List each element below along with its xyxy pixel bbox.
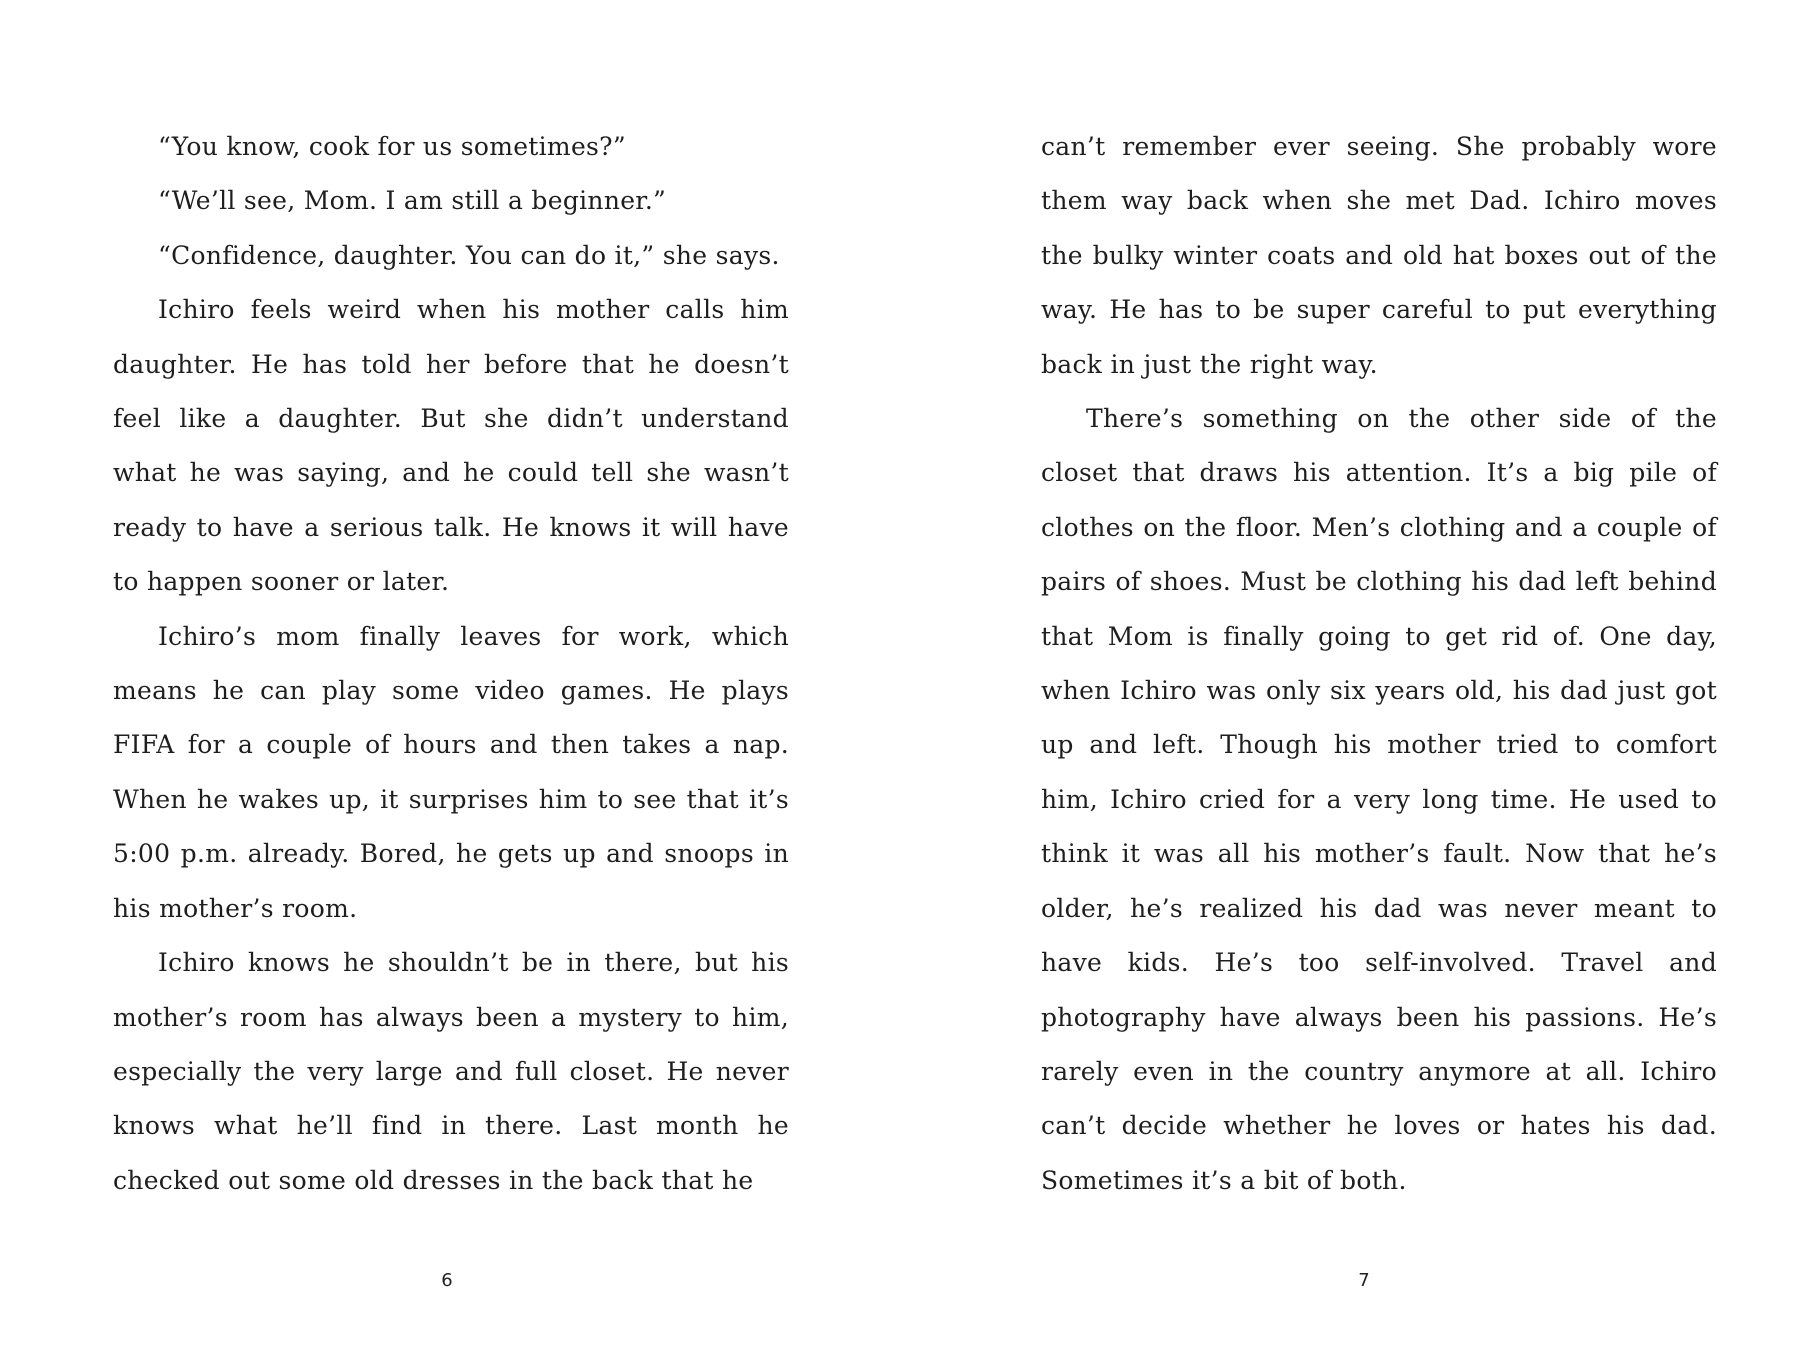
paragraph-dialogue: “We’ll see, Mom. I am still a beginner.” <box>158 186 667 216</box>
page-number-right: 7 <box>1358 1270 1370 1291</box>
paragraph: Ichiro feels weird when his mother calls him daughter. He has told her before that he doesn’t feel like a daughter. But she didn’t understand what he was saying, and he could tell she wasn’t ready to have a serious talk. He knows it will have to happen sooner or later. <box>113 295 789 597</box>
paragraph: Ichiro’s mom finally leaves for work, which means he can play some video games. He plays FIFA for a couple of hours and then takes a nap. When he wakes up, it surprises him to see that it’s 5:00 p.m. already. Bored, he gets up and snoops in his mother’s room. <box>113 621 789 923</box>
paragraph-dialogue: “Confidence, daughter. You can do it,” she says. <box>158 240 780 270</box>
page-number-left: 6 <box>441 1270 453 1291</box>
right-page <box>1041 120 1717 1220</box>
paragraph-dialogue: “You know, cook for us sometimes?” <box>158 132 626 161</box>
paragraph: Ichiro knows he shouldn’t be in there, but his mother’s room has always been a mystery to him, especially the very large and full closet. He never knows what he’ll find in there. Last month he checked out some old dresses in the back that he <box>113 948 789 1195</box>
paragraph-continued: can’t remember ever seeing. She probably wore them way back when she met Dad. Ichiro moves the bulky winter coats and old hat boxes out of the way. He has to be super careful to put everything back in just the right way. <box>1041 132 1717 379</box>
left-page <box>113 120 789 1220</box>
paragraph: There’s something on the other side of the closet that draws his attention. It’s a big pile of clothes on the floor. Men’s clothing and a couple of pairs of shoes. Must be clothing his dad left behind that Mom is finally going to get rid of. One day, when Ichiro was only six years old, his dad just got up and left. Though his mother tried to comfort him, Ichiro cried for a very long time. He used to think it was all his mother’s fault. Now that he’s older, he’s realized his dad was never meant to have kids. He’s too self-involved. Travel and photography have always been his passions. He’s rarely even in the country anymore at all. Ichiro can’t decide whether he loves or hates his dad. Sometimes it’s a bit of both. <box>1041 404 1717 1195</box>
